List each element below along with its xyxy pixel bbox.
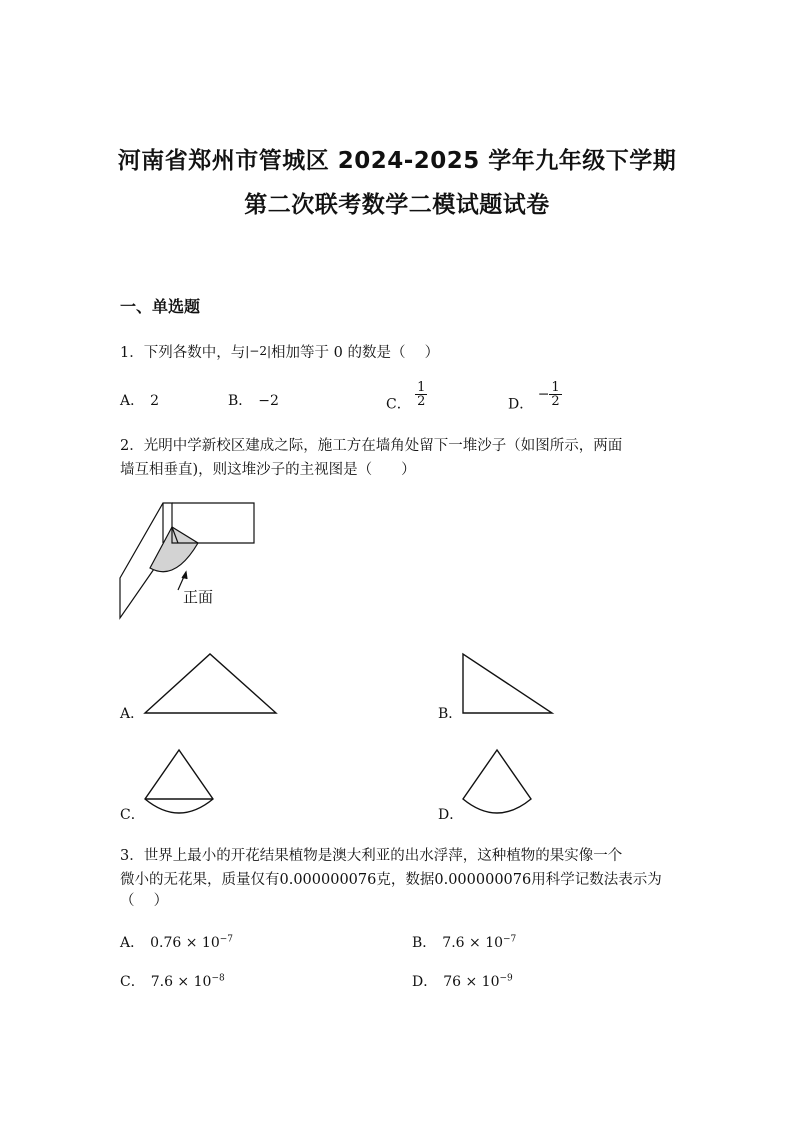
question-1-text-before: 1．下列各数中，与 bbox=[120, 345, 246, 361]
option-d-sector[interactable] bbox=[463, 750, 531, 813]
front-view-label: 正面 bbox=[183, 588, 214, 606]
question-3-stem-line1: 3．世界上最小的开花结果植物是澳大利亚的出水浮萍，这种植物的果实像一个 bbox=[120, 848, 623, 864]
option-a-value: 2 bbox=[150, 393, 160, 409]
option-d-sign: − bbox=[537, 386, 550, 403]
document-title-line1: 河南省郑州市管城区 2024-2025 学年九年级下学期 bbox=[117, 148, 677, 174]
question-2-option-d-label[interactable]: D． bbox=[438, 807, 464, 823]
option-b-label: B． bbox=[228, 393, 253, 409]
question-3-option-a[interactable] bbox=[120, 932, 233, 952]
question-3-option-b[interactable] bbox=[412, 932, 516, 952]
document-title-line2: 第二次联考数学二模试题试卷 bbox=[244, 192, 550, 218]
option-c-sector-with-chord[interactable] bbox=[145, 750, 213, 813]
question-3-option-c[interactable] bbox=[120, 971, 225, 991]
question-2-option-c-label[interactable]: C． bbox=[120, 807, 145, 823]
question-1-text-after: 相加等于 0 的数是（ ） bbox=[271, 345, 440, 361]
question-2-stem-line2: 墙互相垂直)，则这堆沙子的主视图是（ ） bbox=[120, 462, 416, 478]
option-d-base: 76 × 10 bbox=[443, 974, 500, 990]
option-b-label: B． bbox=[412, 935, 437, 951]
option-a-base: 0.76 × 10 bbox=[150, 935, 220, 951]
option-a-triangle[interactable] bbox=[145, 654, 276, 713]
option-d-exponent: −9 bbox=[499, 973, 513, 984]
option-b-exponent: −7 bbox=[503, 934, 517, 945]
option-d-label: D． bbox=[412, 974, 438, 990]
option-c-label: C． bbox=[120, 974, 145, 990]
option-d-label: D． bbox=[508, 396, 534, 413]
section-heading-single-choice: 一、单选题 bbox=[120, 297, 201, 316]
question-1-abs-expression: |−2| bbox=[245, 344, 272, 358]
option-b-base: 7.6 × 10 bbox=[442, 935, 504, 951]
option-c-base: 7.6 × 10 bbox=[150, 974, 212, 990]
fraction-numerator: 1 bbox=[551, 380, 560, 395]
option-b-value: −2 bbox=[258, 393, 279, 409]
question-2-option-a-label[interactable]: A． bbox=[120, 706, 145, 722]
option-c-exponent: −8 bbox=[211, 973, 225, 984]
fraction-denominator: 2 bbox=[551, 394, 560, 409]
fraction-numerator: 1 bbox=[417, 380, 426, 395]
fraction-denominator: 2 bbox=[417, 394, 426, 409]
option-a-label: A． bbox=[120, 935, 145, 951]
option-a-exponent: −7 bbox=[219, 934, 234, 945]
question-2-option-b-label[interactable]: B． bbox=[438, 706, 463, 722]
question-2-stem-line1: 2．光明中学新校区建成之际，施工方在墙角处留下一堆沙子（如图所示，两面 bbox=[120, 438, 623, 454]
question-3-option-d[interactable] bbox=[412, 971, 513, 991]
question-3-stem-line3: （ ） bbox=[120, 893, 169, 909]
question-3-stem-line2: 微小的无花果，质量仅有0.000000076克，数据0.000000076用科学记数法表示为 bbox=[120, 872, 662, 888]
option-a-label: A． bbox=[120, 393, 145, 409]
option-b-right-triangle[interactable] bbox=[463, 654, 552, 713]
option-c-label: C． bbox=[386, 396, 411, 413]
